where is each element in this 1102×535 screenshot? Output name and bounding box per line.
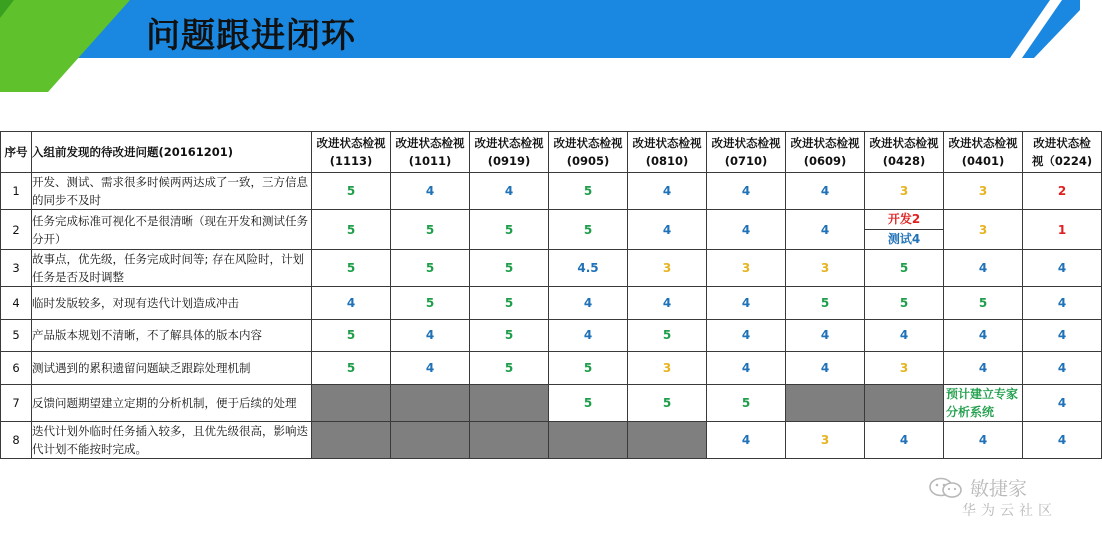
score-cell: 4 bbox=[1023, 352, 1102, 385]
table-row bbox=[1, 421, 1102, 458]
header-issue: 入组前发现的待改进问题(20161201) bbox=[32, 132, 312, 173]
score-cell-empty bbox=[549, 421, 628, 458]
score-cell: 5 bbox=[470, 319, 549, 352]
row-number: 1 bbox=[1, 173, 32, 210]
issue-description: 临时发版较多，对现有迭代计划造成冲击 bbox=[32, 287, 312, 320]
row-number: 8 bbox=[1, 421, 32, 458]
score-cell-empty bbox=[865, 384, 944, 421]
score-cell: 5 bbox=[312, 250, 391, 287]
score-cell: 4 bbox=[391, 319, 470, 352]
header-col-date: (1011) bbox=[408, 154, 452, 168]
score-cell: 4 bbox=[628, 173, 707, 210]
score-cell: 4 bbox=[1023, 384, 1102, 421]
score-cell-split bbox=[865, 210, 944, 250]
table-body bbox=[1, 173, 1102, 459]
header-col-date: (0905) bbox=[566, 154, 610, 168]
watermark bbox=[928, 474, 1068, 522]
row-number: 2 bbox=[1, 210, 32, 250]
issue-description: 任务完成标准可视化不是很清晰（现在开发和测试任务分开） bbox=[32, 210, 312, 250]
issue-description: 反馈问题期望建立定期的分析机制，便于后续的处理 bbox=[32, 384, 312, 421]
header-col-title: 改进状态检视 bbox=[553, 136, 623, 150]
score-cell-empty bbox=[470, 421, 549, 458]
header-col-title: 改进状态检视 bbox=[948, 136, 1018, 150]
score-cell: 5 bbox=[865, 250, 944, 287]
table-row bbox=[1, 250, 1102, 287]
score-cell: 5 bbox=[549, 384, 628, 421]
score-cell: 4 bbox=[470, 173, 549, 210]
header-review-col bbox=[865, 132, 944, 173]
score-cell: 4 bbox=[944, 421, 1023, 458]
score-cell: 4 bbox=[549, 319, 628, 352]
header-review-col bbox=[786, 132, 865, 173]
score-cell: 3 bbox=[628, 250, 707, 287]
score-cell: 5 bbox=[549, 210, 628, 250]
score-cell: 4 bbox=[1023, 250, 1102, 287]
header-review-col bbox=[1023, 132, 1102, 173]
score-note: 预计建立专家分析系统 bbox=[944, 384, 1023, 421]
score-cell: 4 bbox=[944, 352, 1023, 385]
header-review-col bbox=[944, 132, 1023, 173]
header-review-col bbox=[470, 132, 549, 173]
score-cell-empty bbox=[312, 384, 391, 421]
table-row bbox=[1, 319, 1102, 352]
page-title: 问题跟进闭环 bbox=[146, 16, 356, 56]
score-cell: 5 bbox=[707, 384, 786, 421]
score-cell: 5 bbox=[470, 352, 549, 385]
score-cell: 4 bbox=[944, 250, 1023, 287]
score-cell: 4 bbox=[1023, 421, 1102, 458]
header-col-date: 视（0224) bbox=[1031, 154, 1093, 168]
table-row bbox=[1, 173, 1102, 210]
score-cell: 4 bbox=[312, 287, 391, 320]
header-num: 序号 bbox=[1, 132, 32, 173]
score-cell-empty bbox=[391, 384, 470, 421]
score-cell-empty bbox=[628, 421, 707, 458]
score-cell: 4 bbox=[786, 319, 865, 352]
score-cell: 5 bbox=[628, 319, 707, 352]
score-cell: 5 bbox=[549, 173, 628, 210]
score-cell: 5 bbox=[312, 319, 391, 352]
score-cell: 3 bbox=[786, 250, 865, 287]
header-review-col bbox=[628, 132, 707, 173]
header-col-title: 改进状态检视 bbox=[316, 136, 386, 150]
table-row bbox=[1, 384, 1102, 421]
score-cell: 5 bbox=[549, 352, 628, 385]
score-cell: 4 bbox=[707, 173, 786, 210]
score-cell: 4 bbox=[628, 210, 707, 250]
table-row bbox=[1, 352, 1102, 385]
tracking-table bbox=[0, 131, 1102, 459]
score-split-test: 测试4 bbox=[887, 232, 921, 246]
score-cell: 4 bbox=[786, 210, 865, 250]
score-cell: 4 bbox=[391, 173, 470, 210]
header-review-col bbox=[312, 132, 391, 173]
score-cell: 5 bbox=[470, 250, 549, 287]
header-col-date: (0710) bbox=[724, 154, 768, 168]
score-cell: 4 bbox=[865, 319, 944, 352]
score-cell: 3 bbox=[944, 173, 1023, 210]
row-number: 5 bbox=[1, 319, 32, 352]
table-header-row bbox=[1, 132, 1102, 173]
header-col-title: 改进状态检视 bbox=[869, 136, 939, 150]
score-cell: 3 bbox=[628, 352, 707, 385]
score-cell: 3 bbox=[944, 210, 1023, 250]
header-col-date: (1113) bbox=[329, 154, 373, 168]
score-cell: 4 bbox=[865, 421, 944, 458]
score-cell: 3 bbox=[707, 250, 786, 287]
row-number: 7 bbox=[1, 384, 32, 421]
header-col-date: (0428) bbox=[882, 154, 926, 168]
header-col-title: 改进状态检视 bbox=[395, 136, 465, 150]
row-number: 3 bbox=[1, 250, 32, 287]
row-number: 6 bbox=[1, 352, 32, 385]
score-split-dev: 开发2 bbox=[865, 210, 943, 230]
score-cell-empty bbox=[786, 384, 865, 421]
score-cell: 4 bbox=[549, 287, 628, 320]
issue-description: 开发、测试、需求很多时候两两达成了一致，三方信息的同步不及时 bbox=[32, 173, 312, 210]
score-cell: 5 bbox=[312, 352, 391, 385]
score-cell: 5 bbox=[391, 210, 470, 250]
score-cell: 4 bbox=[391, 352, 470, 385]
score-cell: 4 bbox=[707, 210, 786, 250]
score-cell: 5 bbox=[786, 287, 865, 320]
header-review-col bbox=[549, 132, 628, 173]
header-col-date: (0919) bbox=[487, 154, 531, 168]
score-cell: 5 bbox=[865, 287, 944, 320]
table-row bbox=[1, 287, 1102, 320]
score-cell: 3 bbox=[786, 421, 865, 458]
header-col-title: 改进状态检视 bbox=[711, 136, 781, 150]
score-cell: 4 bbox=[707, 421, 786, 458]
score-cell: 5 bbox=[312, 173, 391, 210]
score-cell: 1 bbox=[1023, 210, 1102, 250]
header-review-col bbox=[391, 132, 470, 173]
score-cell: 4 bbox=[707, 319, 786, 352]
score-cell-empty bbox=[312, 421, 391, 458]
issue-description: 测试遇到的累积遗留问题缺乏跟踪处理机制 bbox=[32, 352, 312, 385]
score-cell: 4 bbox=[944, 319, 1023, 352]
wechat-icon bbox=[928, 476, 964, 500]
header-review-col bbox=[707, 132, 786, 173]
score-cell: 3 bbox=[865, 352, 944, 385]
score-cell: 4 bbox=[707, 287, 786, 320]
header-col-date: (0401) bbox=[961, 154, 1005, 168]
score-cell: 4 bbox=[786, 352, 865, 385]
row-number: 4 bbox=[1, 287, 32, 320]
score-cell: 4 bbox=[707, 352, 786, 385]
score-cell: 5 bbox=[944, 287, 1023, 320]
score-cell-empty bbox=[470, 384, 549, 421]
score-cell: 5 bbox=[391, 287, 470, 320]
score-cell: 4 bbox=[1023, 319, 1102, 352]
header-col-title: 改进状态检 bbox=[1033, 136, 1091, 150]
score-cell: 4 bbox=[1023, 287, 1102, 320]
header-col-title: 改进状态检视 bbox=[474, 136, 544, 150]
watermark-sub: 华为云社区 bbox=[962, 503, 1057, 519]
score-cell: 2 bbox=[1023, 173, 1102, 210]
score-cell: 4 bbox=[786, 173, 865, 210]
score-cell: 4 bbox=[628, 287, 707, 320]
header-col-date: (0609) bbox=[803, 154, 847, 168]
watermark-brand: 敏捷家 bbox=[970, 478, 1028, 500]
issue-description: 迭代计划外临时任务插入较多，且优先级很高，影响迭代计划不能按时完成。 bbox=[32, 421, 312, 458]
score-cell: 5 bbox=[470, 210, 549, 250]
issue-description: 故事点，优先级，任务完成时间等; 存在风险时，计划任务是否及时调整 bbox=[32, 250, 312, 287]
header-col-date: (0810) bbox=[645, 154, 689, 168]
header-col-title: 改进状态检视 bbox=[790, 136, 860, 150]
score-cell: 4.5 bbox=[549, 250, 628, 287]
score-cell: 5 bbox=[391, 250, 470, 287]
issue-description: 产品版本规划不清晰，不了解具体的版本内容 bbox=[32, 319, 312, 352]
score-cell: 3 bbox=[865, 173, 944, 210]
score-cell-empty bbox=[391, 421, 470, 458]
score-cell: 5 bbox=[470, 287, 549, 320]
table-row bbox=[1, 210, 1102, 250]
score-cell: 5 bbox=[628, 384, 707, 421]
header-col-title: 改进状态检视 bbox=[632, 136, 702, 150]
score-cell: 5 bbox=[312, 210, 391, 250]
